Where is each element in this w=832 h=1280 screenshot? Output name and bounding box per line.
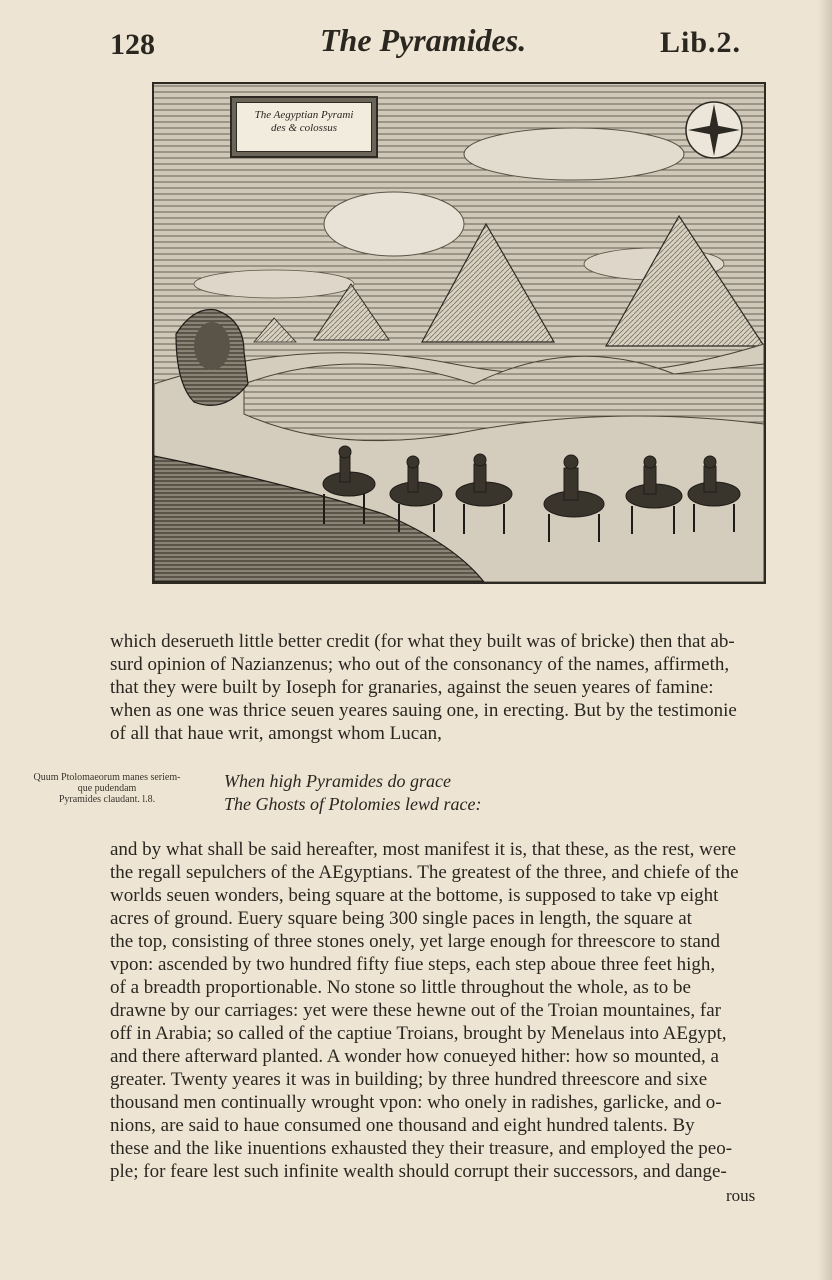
- verse-quotation: [224, 770, 481, 816]
- text-line: and there afterward planted. A wonder how conueyed hither: how so mounted, a: [110, 1046, 719, 1067]
- text-line: these and the like inuentions exhausted they their treasure, and employed the peo-: [110, 1138, 733, 1159]
- margin-note-line: Quum Ptolomaeorum manes seriem-: [33, 772, 181, 783]
- text-line: surd opinion of Nazianzenus; who out of the consonancy of the names, affirmeth,: [110, 654, 730, 675]
- compass-rose-icon: [686, 102, 742, 158]
- verse-line: When high Pyramides do grace: [224, 771, 451, 791]
- text-line: which deserueth little better credit (for what they built was of bricke) then that ab-: [110, 631, 735, 652]
- text-line: worlds seuen wonders, being square at the bottome, is supposed to take vp eight: [110, 885, 719, 906]
- verse-line: The Ghosts of Ptolomies lewd race:: [224, 794, 482, 814]
- text-line: greater. Twenty yeares it was in building; by three hundred threescore and sixe: [110, 1069, 708, 1090]
- text-line: that they were built by Ioseph for granaries, against the seuen yeares of famine:: [110, 677, 714, 698]
- cartouche-line: des & colossus: [271, 122, 337, 134]
- text-line: when as one was thrice seuen yeares sauing one, in erecting. But by the testimonie: [110, 700, 737, 721]
- catchword: rous: [726, 1186, 756, 1205]
- text-line: of a breadth proportionable. No stone so little throughout the whole, as to be: [110, 977, 691, 998]
- book-label: Lib.2.: [660, 26, 742, 59]
- pyramids-engraving: [152, 82, 766, 584]
- margin-note-line: que pudendam: [77, 783, 137, 794]
- engraving-cartouche: [236, 102, 372, 152]
- running-title: The Pyramides.: [320, 22, 527, 58]
- engraving-drawing: [154, 84, 764, 582]
- page-edge-shadow: [818, 0, 832, 1280]
- text-line: the regall sepulchers of the AEgyptians. The greatest of the three, and chiefe of the: [110, 862, 739, 883]
- page-number: 128: [110, 28, 155, 61]
- margin-note: [14, 772, 200, 805]
- page-header: [0, 22, 832, 72]
- text-line: off in Arabia; so called of the captiue Troians, brought by Menelaus into AEgypt,: [110, 1023, 727, 1044]
- text-line: thousand men continually wrought vpon: who onely in radishes, garlicke, and o-: [110, 1092, 722, 1113]
- margin-note-line: Pyramides claudant. l.8.: [58, 794, 156, 805]
- text-line: of all that haue writ, amongst whom Lucan,: [110, 723, 442, 744]
- text-line: nions, are said to haue consumed one thousand and eight hundred talents. By: [110, 1115, 695, 1136]
- text-line: ple; for feare lest such infinite wealth should corrupt their successors, and dange-: [110, 1161, 727, 1182]
- paragraph-2: [110, 838, 764, 1183]
- cartouche-line: The Aegyptian Pyrami: [254, 109, 354, 121]
- paragraph-1: [110, 630, 764, 745]
- text-line: acres of ground. Euery square being 300 single paces in length, the square at: [110, 908, 692, 929]
- text-line: and by what shall be said hereafter, most manifest it is, that these, as the rest, were: [110, 839, 737, 860]
- text-line: vpon: ascended by two hundred fifty fiue steps, each step aboue three feet high,: [110, 954, 716, 975]
- text-line: the top, consisting of three stones onely, yet large enough for threescore to stand: [110, 931, 720, 952]
- text-line: drawne by our carriages: yet were these hewne out of the Troian mountaines, far: [110, 1000, 721, 1021]
